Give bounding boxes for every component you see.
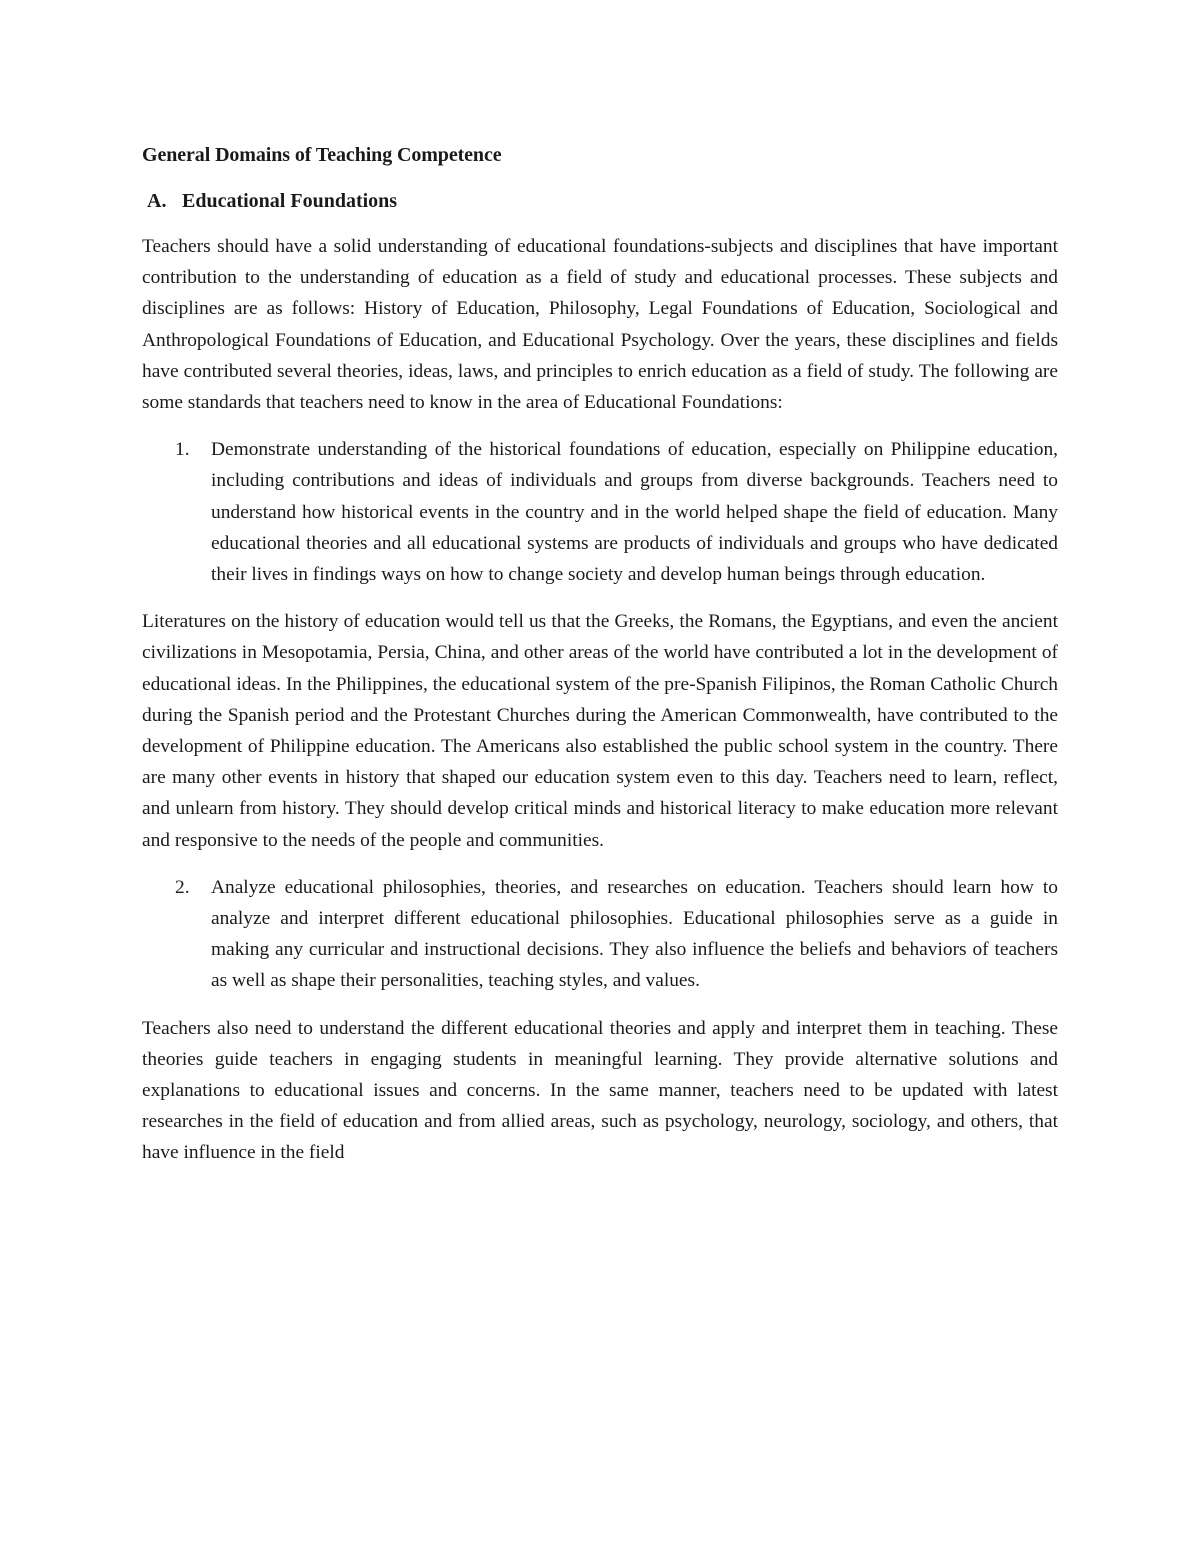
document-title: General Domains of Teaching Competence bbox=[142, 144, 502, 166]
list-item-text: Demonstrate understanding of the historical foundations of education, especially on Philippine education, including contributions and ideas of individuals and groups from diverse backgrounds. Teachers need to understand how historical events in the country and in the world helped shape the field of education. Many educational theories and all educational systems are products of individuals and groups who have dedicated their lives in findings ways on how to change society and develop human beings through education. bbox=[211, 439, 1058, 586]
list-number: 1. bbox=[175, 439, 190, 461]
theories-paragraph: Teachers also need to understand the different educational theories and apply and interpret them in teaching. These theories guide teachers in engaging students in meaningful learning. They provide alternative solutions and explanations to educational issues and concerns. In the same manner, teachers need to be updated with latest researches in the field of education and from allied areas, such as psychology, neurology, sociology, and others, that have influence in the field bbox=[142, 1017, 1058, 1164]
history-paragraph: Literatures on the history of education would tell us that the Greeks, the Romans, the Egyptians, and even the ancient civilizations in Mesopotamia, Persia, China, and other areas of the world have contributed a lot in the development of educational ideas. In the Philippines, the educational system of the pre-Spanish Filipinos, the Roman Catholic Church during the Spanish period and the Protestant Churches during the American Commonwealth, have contributed to the development of Philippine education. The Americans also established the public school system in the country. There are many other events in history that shaped our education system even to this day. Teachers need to learn, reflect, and unlearn from history. They should develop critical minds and historical literacy to make education more relevant and responsive to the needs of the people and communities. bbox=[142, 611, 1058, 851]
section-letter: A. bbox=[147, 190, 167, 212]
document-page bbox=[142, 140, 1058, 1185]
intro-paragraph: Teachers should have a solid understanding of educational foundations-subjects and disciplines that have important contribution to the understanding of education as a field of study and educational processes. These subjects and disciplines are as follows: History of Education, Philosophy, Legal Foundations of Education, Sociological and Anthropological Foundations of Education, and Educational Psychology. Over the years, these disciplines and fields have contributed several theories, ideas, laws, and principles to enrich education as a field of study. The following are some standards that teachers need to know in the area of Educational Foundations: bbox=[142, 236, 1058, 414]
list-item-text: Analyze educational philosophies, theories, and researches on education. Teachers should learn how to analyze and interpret different educational philosophies. Educational philosophies serve as a guide in making any curricular and instructional decisions. They also influence the beliefs and behaviors of teachers as well as shape their personalities, teaching styles, and values. bbox=[211, 876, 1058, 992]
section-heading-text: Educational Foundations bbox=[182, 190, 398, 212]
section-heading bbox=[142, 186, 1058, 217]
list-item-2 bbox=[142, 872, 1058, 997]
list-item-1 bbox=[142, 434, 1058, 590]
list-number: 2. bbox=[175, 876, 190, 898]
